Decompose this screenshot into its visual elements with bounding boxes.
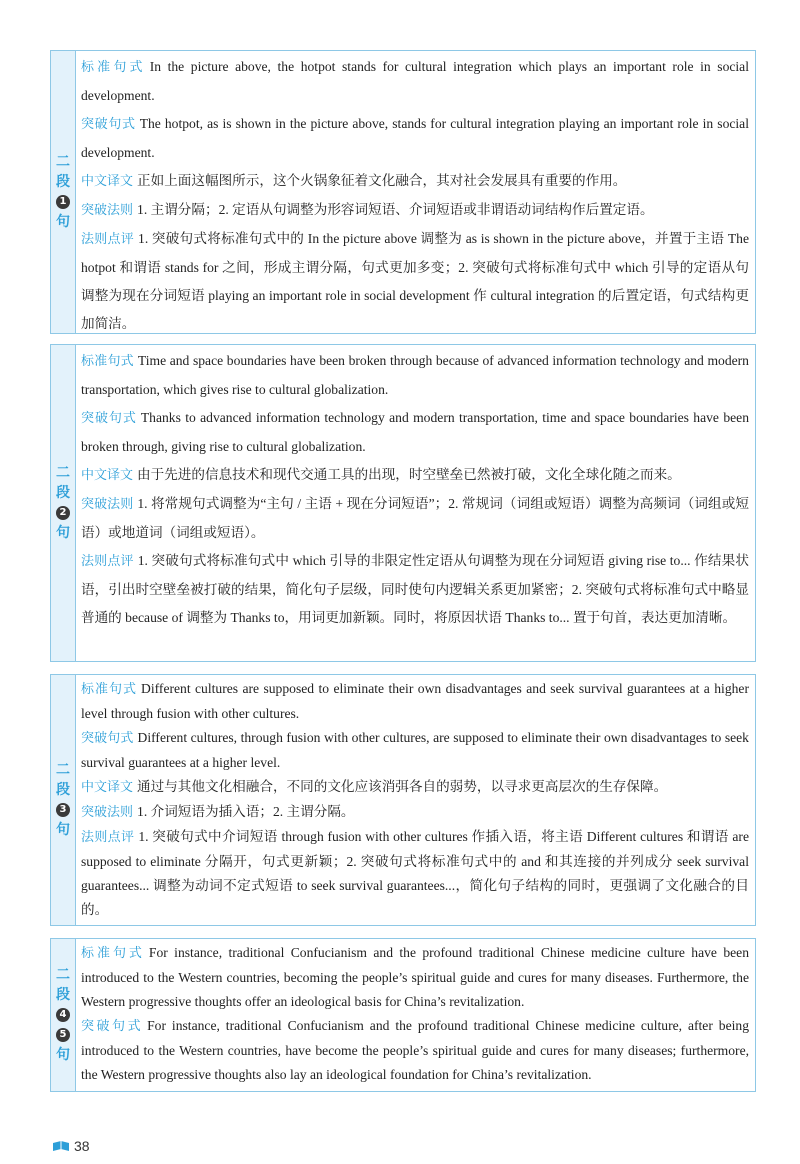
- section-side-char: 句: [56, 822, 70, 838]
- row-translation: [81, 167, 749, 196]
- section-block-1: [50, 50, 756, 334]
- section-side-char: 二: [56, 154, 70, 170]
- row-label: 中文译文: [81, 780, 134, 795]
- row-label: 标准句式: [81, 354, 134, 369]
- section-block-4: [50, 938, 756, 1092]
- section-number-badge: 1: [56, 195, 70, 209]
- row-breakthrough: [81, 404, 749, 461]
- row-text: 1. 突破句式将标准句式中 which 引导的非限定性定语从句调整为现在分词短语 giving rise to... 作结果状语，引出时空壁垒被打破的结果，简化句子层级，同时使句内逻辑关系更加紧密；2. 突破句式将标准句式中略显普通的 because of 调整为 Thanks to，用词更加新颖。同时，将原因状语 Thanks to... 置于句首，表达更加清晰。: [81, 553, 749, 625]
- section-side-char: 二: [56, 967, 70, 983]
- row-label: 法则点评: [81, 554, 134, 569]
- section-sidebar: [51, 345, 76, 661]
- row-label: 标准句式: [81, 60, 146, 75]
- row-label: 突破句式: [81, 731, 134, 746]
- row-text: Different cultures, through fusion with other cultures, are supposed to eliminate their own disadvantages to seek survival guarantees at a higher level.: [81, 730, 749, 770]
- section-sidebar: [51, 51, 76, 333]
- section-side-char: 句: [56, 214, 70, 230]
- row-text: 由于先进的信息技术和现代交通工具的出现，时空壁垒已然被打破，文化全球化随之而来。: [137, 467, 681, 482]
- row-text: 1. 将常规句式调整为“主句 / 主语 + 现在分词短语”；2. 常规词（词组或短语）调整为高频词（词组或短语）或地道词（词组或短语）。: [81, 496, 749, 540]
- section-number-badge: 5: [56, 1028, 70, 1042]
- section-side-char: 句: [56, 1047, 70, 1063]
- row-translation: [81, 461, 749, 490]
- row-label: 突破句式: [81, 117, 136, 132]
- section-content: [81, 51, 749, 342]
- row-text: 通过与其他文化相融合，不同的文化应该消弭各自的弱势，以寻求更高层次的生存保障。: [137, 779, 668, 794]
- section-side-char: 二: [56, 465, 70, 481]
- section-number-badge: 4: [56, 1008, 70, 1022]
- row-label: 中文译文: [81, 174, 134, 189]
- row-standard: [81, 941, 749, 1014]
- section-sidebar: [51, 675, 76, 925]
- section-side-char: 段: [56, 782, 70, 798]
- row-text: Thanks to advanced information technology and modern transportation, time and space boundaries have been broken through, giving rise to cultural globalization.: [81, 410, 749, 454]
- row-text: 1. 主谓分隔；2. 定语从句调整为形容词短语、介词短语或非谓语动词结构作后置定语。: [137, 202, 654, 217]
- section-number-badge: 2: [56, 506, 70, 520]
- section-sidebar: [51, 939, 76, 1091]
- row-breakthrough: [81, 110, 749, 167]
- section-side-char: 段: [56, 174, 70, 190]
- row-text: For instance, traditional Confucianism and the profound traditional Chinese medicine culture, after being introduced to the Western countries, have become the people’s spiritual guide and cures for many diseases; furthermore, the Western progressive thoughts also lay an ideological foundation for China’s revitalization.: [81, 1018, 749, 1082]
- page-footer: [52, 1138, 90, 1154]
- page-number: 38: [74, 1138, 90, 1154]
- row-label: 突破法则: [81, 805, 134, 820]
- row-text: Time and space boundaries have been broken through because of advanced information technology and modern transportation, which gives rise to cultural globalization.: [81, 353, 749, 397]
- section-block-2: [50, 344, 756, 662]
- section-block-3: [50, 674, 756, 926]
- book-icon: [52, 1140, 70, 1152]
- section-side-char: 句: [56, 525, 70, 541]
- row-text: 1. 突破句式将标准句式中的 In the picture above 调整为 as is shown in the picture above，并置于主语 The hotpot 和谓语 stands for 之间，形成主谓分隔，句式更加多变；2. 突破句式将标准句式中 which 引导的定语从句调整为现在分词短语 playing an important role in social development 作 cultural integration 的后置定语，句式结构更加简洁。: [81, 231, 749, 331]
- row-comment: [81, 547, 749, 632]
- row-breakthrough: [81, 1014, 749, 1087]
- row-label: 法则点评: [81, 232, 135, 247]
- row-label: 突破句式: [81, 1019, 144, 1034]
- row-label: 突破句式: [81, 411, 137, 426]
- row-rule: [81, 800, 749, 825]
- row-rule: [81, 490, 749, 547]
- section-side-char: 段: [56, 485, 70, 501]
- row-text: The hotpot, as is shown in the picture above, stands for cultural integration playing an important role in social development.: [81, 116, 749, 160]
- row-label: 中文译文: [81, 468, 134, 483]
- row-standard: [81, 347, 749, 404]
- row-text: Different cultures are supposed to eliminate their own disadvantages and seek survival guarantees at a higher level through fusion with other cultures.: [81, 681, 749, 721]
- row-standard: [81, 53, 749, 110]
- row-text: For instance, traditional Confucianism and the profound traditional Chinese medicine culture have been introduced to the Western countries, becoming the people’s spiritual guide and cures for many diseases. Furthermore, the Western progressive thoughts offer an ideological basis for China’s revitalization.: [81, 945, 749, 1009]
- row-label: 标准句式: [81, 682, 138, 697]
- row-label: 法则点评: [81, 830, 135, 845]
- row-translation: [81, 775, 749, 800]
- row-label: 突破法则: [81, 497, 134, 512]
- row-label: 突破法则: [81, 203, 134, 218]
- section-content: [81, 345, 749, 636]
- section-content: [81, 675, 749, 926]
- section-side-char: 段: [56, 987, 70, 1003]
- row-text: 1. 突破句式中介词短语 through fusion with other cultures 作插入语，将主语 Different cultures 和谓语 are supposed to eliminate 分隔开，句式更新颖；2. 突破句式将标准句式中的 and 和其连接的并列成分 seek survival guarantees... 调整为动词不定式短语 to seek survival guarantees...，简化句子结构的同时，更强调了文化融合的目的。: [81, 829, 749, 917]
- row-comment: [81, 825, 749, 922]
- row-text: In the picture above, the hotpot stands for cultural integration which plays an important role in social development.: [81, 59, 749, 103]
- row-standard: [81, 677, 749, 726]
- section-content: [81, 939, 749, 1091]
- row-text: 正如上面这幅图所示，这个火锅象征着文化融合，其对社会发展具有重要的作用。: [137, 173, 627, 188]
- row-breakthrough: [81, 726, 749, 775]
- row-text: 1. 介词短语为插入语；2. 主谓分隔。: [137, 804, 355, 819]
- section-side-char: 二: [56, 762, 70, 778]
- row-rule: [81, 196, 749, 225]
- row-label: 标准句式: [81, 946, 145, 961]
- section-number-badge: 3: [56, 803, 70, 817]
- row-comment: [81, 225, 749, 338]
